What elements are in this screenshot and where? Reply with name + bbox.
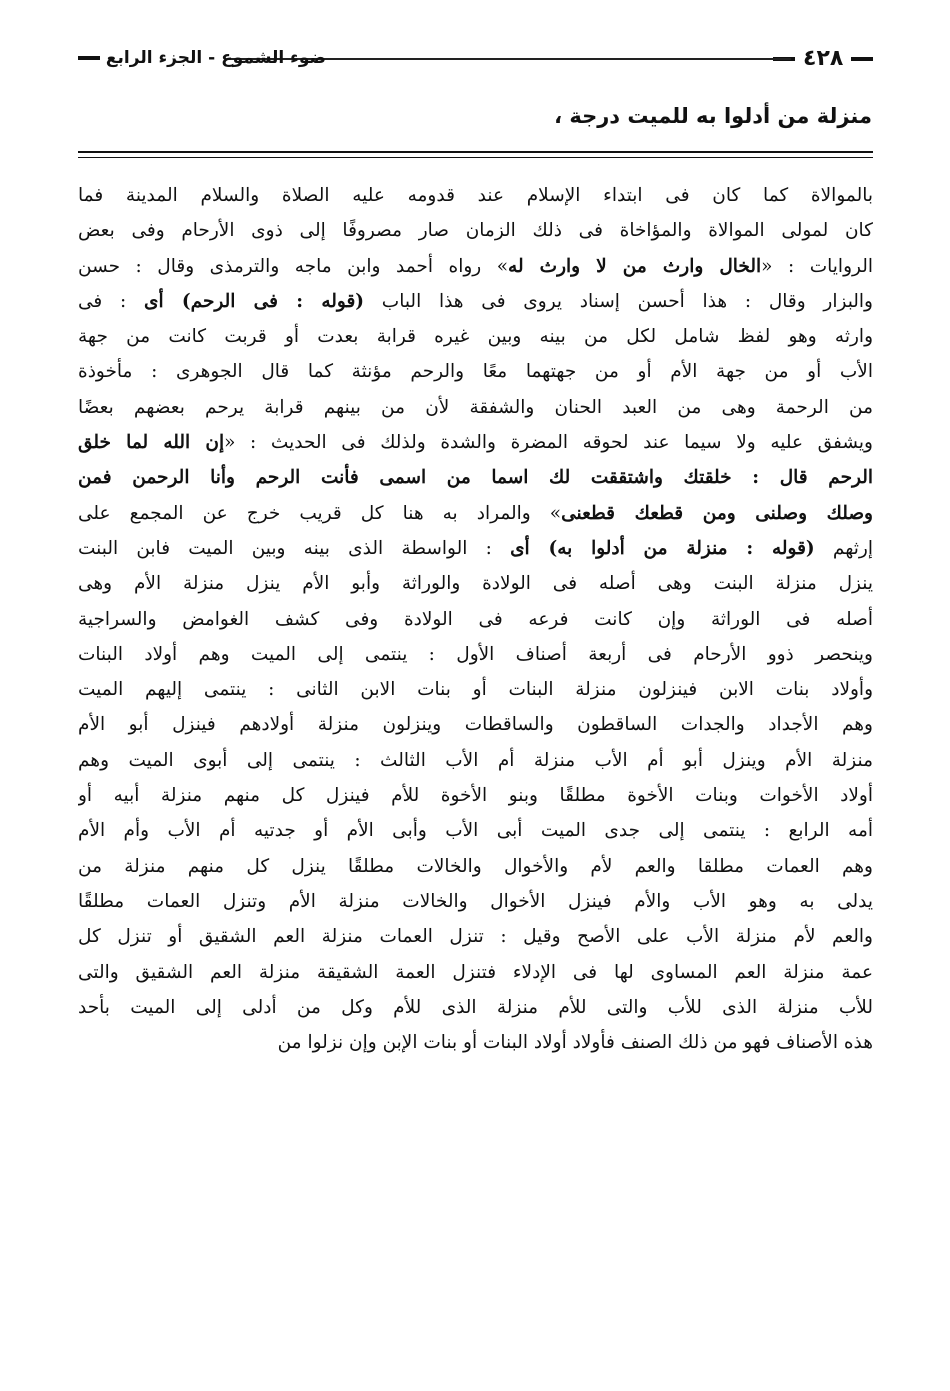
text-line xyxy=(78,919,873,954)
text-line xyxy=(78,284,873,319)
text-segment: ويشفق عليه ولا سيما عند لحوقه المضرة والشدة ولذلك فى الحديث : « xyxy=(224,432,873,454)
text-segment: وأولاد بنات الابن فينزلون منزلة البنات أو بنات الابن الثانى : ينتمى إليهم الميت xyxy=(78,679,873,701)
text-segment: الأب أو من جهة الأم أو من جهتهما معًا والرحم مؤنثة كما قال الجوهرى : مأخوذة xyxy=(78,361,873,383)
text-segment: منزلة الأم وينزل أبو أم الأب منزلة أم الأب الثالث : ينتمى إلى أبوى الميت وهم xyxy=(78,749,873,771)
text-segment: ينزل منزلة البنت وهى أصله فى الولادة والوراثة وأبو الأم ينزل منزلة الأم وهى xyxy=(78,573,873,595)
text-segment: » والمراد به هنا كل قريب خرج عن المجمع على xyxy=(78,502,562,524)
text-line xyxy=(78,955,873,990)
text-segment: والبزار وقال : هذا أحسن إسناد يروى فى هذا الباب xyxy=(364,290,873,312)
bold-segment: (قوله : منزلة من أدلوا به) أى xyxy=(510,537,815,559)
text-segment: يدلى به وهو الأب والأم فينزل الأخوال والخالات منزلة الأم وتنزل العمات مطلقًا xyxy=(78,890,873,912)
text-line xyxy=(78,672,873,707)
text-line xyxy=(78,637,873,672)
text-segment: : فى xyxy=(78,290,144,312)
text-segment: وارثه وهو لفظ شامل لكل من بينه وبين غيره قرابة بعدت أو قربت كانت من جهة xyxy=(78,326,873,348)
text-line xyxy=(78,319,873,354)
dash-decoration xyxy=(78,56,100,60)
text-segment: إرثهم xyxy=(814,537,873,559)
text-line xyxy=(78,213,873,248)
text-segment: بالموالاة كما كان فى ابتداء الإسلام عند قدومه عليه الصلاة والسلام المدينة فما xyxy=(78,185,873,206)
text-line xyxy=(78,1025,873,1060)
running-header xyxy=(78,46,873,72)
text-segment: » رواه أحمد وابن ماجه والترمذى وقال : حسن xyxy=(78,255,509,277)
text-segment: أمه الرابع : ينتمى إلى جدى الميت أبى الأب وأبى الأم أو جدتيه أم الأب وأم الأم xyxy=(78,820,873,842)
text-line xyxy=(78,743,873,778)
text-segment: وينحصر ذوو الأرحام فى أربعة أصناف الأول : ينتمى إلى الميت وهم أولاد البنات xyxy=(78,643,873,665)
text-line xyxy=(78,813,873,848)
text-segment: والعم لأم منزلة الأب على الأصح وقيل : تنزل العمات منزلة العم الشقيق أو تنزل كل xyxy=(78,926,873,948)
text-line xyxy=(78,354,873,389)
bold-segment: الخال وارث من لا وارث له xyxy=(508,255,762,277)
text-line xyxy=(78,849,873,884)
bold-segment: (قوله : فى الرحم) أى xyxy=(143,290,365,312)
text-line xyxy=(78,425,873,460)
text-line xyxy=(78,990,873,1025)
section-rule xyxy=(78,151,873,153)
bold-segment: الرحم قال : خلقتك واشتققت لك اسما من اسمى فأنت الرحم وأنا الرحمن فمن xyxy=(78,467,873,489)
text-line xyxy=(78,778,873,813)
text-line xyxy=(78,178,873,213)
text-line xyxy=(78,531,873,566)
text-segment: عمة منزلة العم المساوى لها فى الإدلاء فتنزل العمة الشقيقة منزلة العم الشقيق والتى xyxy=(78,961,873,983)
text-segment: من الرحمة وهى من العبد الحنان والشفقة لأن من بينهم قرابة يرحم بعضهم بعضًا xyxy=(78,396,873,418)
page-number: ٤٢٨ xyxy=(803,46,844,71)
bold-segment: إن الله لما خلق xyxy=(78,432,225,454)
text-line xyxy=(78,249,873,284)
section-rule-thin xyxy=(78,157,873,158)
text-line xyxy=(78,566,873,601)
dash-decoration xyxy=(851,57,873,61)
text-segment: كان لمولى الموالاة والمؤاخاة فى ذلك الزمان صار مصروفًا إلى ذوى الأرحام وفى بعض xyxy=(78,220,873,242)
text-line xyxy=(78,496,873,531)
book-title-group xyxy=(78,48,326,68)
bold-segment: وصلك وصلنى ومن قطعك قطعنى xyxy=(561,502,873,524)
text-segment: : الواسطة الذى بينه وبين الميت فابن البنت xyxy=(78,537,511,559)
text-segment: أولاد الأخوات وبنات الأخوة مطلقًا وبنو الأخوة للأم فينزل كل منهم منزلة أبيه أو xyxy=(78,785,873,807)
text-segment: أصله فى الوراثة وإن كانت فرعه فى الولادة وفى كشف الغوامض والسراجية xyxy=(78,608,873,630)
text-segment: هذه الأصناف فهو من ذلك الصنف فأولاد أولاد البنات أو بنات الإبن وإن نزلوا من xyxy=(277,1032,873,1054)
text-segment: وهم العمات مطلقا والعم لأم والأخوال والخالات مطلقًا ينزل كل منهم منزلة من xyxy=(78,855,873,877)
text-segment: الروايات : « xyxy=(761,255,873,277)
section-heading: منزلة من أدلوا به للميت درجة ، xyxy=(554,104,872,128)
book-title: ضوء الشموع - الجزء الرابع xyxy=(105,48,326,68)
text-line xyxy=(78,460,873,495)
body-text xyxy=(78,178,873,1060)
text-segment: للأب منزلة الذى للأب والتى للأم منزلة الذى للأم وكل من أدلى إلى الميت بأحد xyxy=(78,996,873,1018)
text-line xyxy=(78,884,873,919)
text-line xyxy=(78,707,873,742)
text-segment: وهم الأجداد والجدات الساقطون والساقطات وينزلون منزلة أولادهم فينزل أبو الأم xyxy=(78,714,873,736)
text-line xyxy=(78,602,873,637)
text-line xyxy=(78,390,873,425)
